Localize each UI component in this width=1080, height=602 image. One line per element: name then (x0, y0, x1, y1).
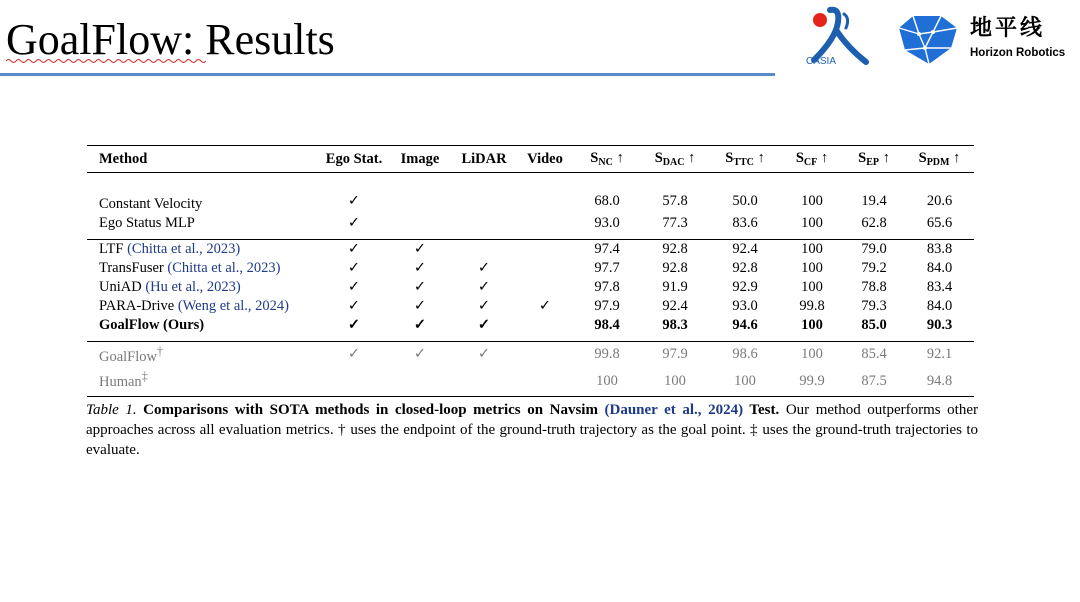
header-scf: $S_{CF}$ ↑ (795, 150, 829, 168)
spdm-value: 84.0 (926, 260, 953, 276)
image-check (389, 214, 451, 233)
image-check: ✓ (389, 342, 451, 367)
header-video: Video (527, 150, 563, 167)
method-name: Ego Status MLP (99, 215, 195, 231)
caption-bold-b: Test. (743, 402, 780, 418)
horizon-logo-chinese: 地平线 (970, 16, 1046, 41)
ego-check: ✓ (347, 317, 361, 333)
scf-value: 100 (801, 279, 823, 295)
sdac-value: 91.9 (662, 279, 688, 295)
spdm-value: 20.6 (926, 193, 953, 209)
ego-check: ✓ (319, 240, 389, 260)
horizon-logo-english: Horizon Robotics (970, 47, 1066, 59)
method-name: GoalFlow (Ours) (99, 317, 205, 333)
table-row (87, 189, 974, 214)
image-check: ✓ (413, 317, 427, 333)
ego-check: ✓ (319, 342, 389, 367)
caption-citation-link[interactable]: (Dauner et al., 2024) (604, 402, 744, 418)
method-name: TransFuser (Chitta et al., 2023) (99, 260, 281, 276)
spellcheck-underline (6, 58, 206, 64)
sdac-value: 92.4 (662, 298, 688, 314)
casia-logo (800, 4, 872, 70)
citation-link[interactable]: (Chitta et al., 2023) (167, 260, 281, 276)
citation-link[interactable]: (Weng et al., 2024) (177, 298, 289, 314)
sep-value: 79.0 (843, 240, 905, 260)
table-row (87, 259, 974, 278)
ego-check: ✓ (347, 298, 361, 314)
video-check (517, 316, 573, 335)
caption-label: Table 1. (86, 402, 137, 418)
table-row-oracle (87, 367, 974, 396)
table-row (87, 214, 974, 233)
video-check (517, 342, 573, 367)
lidar-check (451, 214, 517, 233)
citation-link[interactable]: (Chitta et al., 2023) (127, 241, 241, 257)
table-header-row (87, 146, 974, 173)
lidar-check (451, 189, 517, 214)
sttc-value: 100 (734, 372, 756, 389)
snc-value: 97.7 (594, 260, 620, 276)
header-sep: $S_{EP}$ ↑ (858, 150, 890, 168)
sttc-value: 92.9 (732, 279, 758, 295)
horizon-robotics-logo (895, 14, 959, 66)
header-sdac: $S_{DAC}$ ↑ (654, 150, 696, 168)
image-check: ✓ (413, 298, 427, 314)
spdm-value: 94.8 (926, 372, 953, 389)
sttc-value: 98.6 (709, 342, 781, 367)
double-dagger-mark: ‡ (141, 368, 148, 383)
spdm-value: 83.4 (926, 279, 953, 295)
method-name: LTF (Chitta et al., 2023) (87, 240, 319, 260)
sttc-value: 83.6 (732, 215, 758, 231)
sttc-value: 92.8 (732, 260, 758, 276)
sdac-value: 100 (664, 372, 686, 389)
scf-value: 100 (801, 317, 823, 333)
spdm-value: 65.6 (926, 215, 953, 231)
video-check: ✓ (538, 298, 552, 314)
table-row (87, 240, 974, 260)
spdm-value: 92.1 (905, 342, 974, 367)
sttc-value: 94.6 (732, 317, 758, 333)
ego-check: ✓ (347, 279, 361, 295)
spdm-value: 83.8 (905, 240, 974, 260)
sep-value: 85.4 (843, 342, 905, 367)
sttc-value: 50.0 (732, 193, 758, 209)
lidar-check: ✓ (451, 342, 517, 367)
image-check: ✓ (413, 260, 427, 276)
lidar-check: ✓ (477, 298, 491, 314)
sep-value: 78.8 (861, 279, 887, 295)
snc-value: 100 (596, 372, 618, 389)
header-method: Method (99, 150, 148, 167)
snc-value: 97.9 (594, 298, 620, 314)
video-check (517, 278, 573, 297)
scf-value: 100 (801, 260, 823, 276)
lidar-check: ✓ (477, 279, 491, 295)
scf-value: 99.8 (799, 298, 825, 314)
sep-value: 79.3 (861, 298, 887, 314)
snc-value: 93.0 (594, 215, 620, 231)
lidar-check (451, 367, 517, 396)
image-check (389, 367, 451, 396)
video-check (517, 259, 573, 278)
video-check (517, 240, 573, 260)
table-caption (86, 400, 978, 460)
scf-value: 100 (781, 342, 843, 367)
snc-value: 99.8 (573, 342, 641, 367)
video-check (517, 367, 573, 396)
lidar-check: ✓ (477, 260, 491, 276)
sdac-value: 92.8 (641, 240, 709, 260)
video-check (517, 214, 573, 233)
image-check (389, 189, 451, 214)
spdm-value: 90.3 (926, 317, 953, 333)
citation-link[interactable]: (Hu et al., 2023) (145, 279, 241, 295)
video-check (517, 189, 573, 214)
sdac-value: 98.3 (662, 317, 688, 333)
scf-value: 100 (801, 215, 823, 231)
table-row-oracle (87, 342, 974, 367)
scf-value: 100 (781, 240, 843, 260)
sttc-value: 93.0 (732, 298, 758, 314)
table-row-ours (87, 316, 974, 335)
spdm-value: 84.0 (926, 298, 953, 314)
slide-title: GoalFlow: Results (6, 15, 335, 64)
header-sttc: $S_{TTC}$ ↑ (725, 150, 765, 168)
header-ego-status: Ego Stat. (325, 150, 383, 167)
method-name: Human‡ (99, 368, 148, 390)
title-rule (0, 73, 775, 76)
ego-check: ✓ (347, 260, 361, 276)
sdac-value: 92.8 (662, 260, 688, 276)
table-row (87, 297, 974, 316)
table-row (87, 278, 974, 297)
snc-value: 97.4 (573, 240, 641, 260)
header-lidar: LiDAR (461, 150, 507, 167)
sep-value: 62.8 (861, 215, 887, 231)
sep-value: 87.5 (861, 372, 887, 389)
snc-value: 97.8 (594, 279, 620, 295)
dagger-mark: † (157, 344, 164, 358)
header-image: Image (400, 150, 440, 167)
ego-check: ✓ (347, 193, 361, 209)
caption-body: Our method outperforms other approaches across all evaluation metrics. † uses the endpoint of the ground-truth trajectory as the goal point. ‡ uses the ground-truth trajectories to evaluate. (86, 402, 978, 458)
sttc-value: 92.4 (709, 240, 781, 260)
method-name: Constant Velocity (99, 196, 203, 212)
header-spdm: $S_{PDM}$ ↑ (918, 150, 961, 168)
ego-check: ✓ (347, 215, 361, 231)
sep-value: 79.2 (861, 260, 887, 276)
header-snc: $S_{NC}$ ↑ (590, 150, 624, 168)
results-table-container (87, 145, 974, 397)
sdac-value: 57.8 (662, 193, 688, 209)
results-table (87, 145, 974, 397)
method-name: UniAD (Hu et al., 2023) (99, 279, 241, 295)
sdac-value: 97.9 (641, 342, 709, 367)
lidar-check (451, 240, 517, 260)
ego-check (319, 367, 389, 396)
scf-value: 100 (801, 193, 823, 209)
caption-bold-a: Comparisons with SOTA methods in closed-loop metrics on Navsim (136, 402, 605, 418)
method-name: PARA-Drive (Weng et al., 2024) (99, 298, 289, 314)
sep-value: 85.0 (861, 317, 887, 333)
image-check: ✓ (389, 240, 451, 260)
sdac-value: 77.3 (662, 215, 688, 231)
snc-value: 98.4 (594, 317, 620, 333)
casia-logo-text: CASIA (806, 56, 837, 67)
snc-value: 68.0 (594, 193, 620, 209)
scf-value: 99.9 (799, 372, 825, 389)
image-check: ✓ (413, 279, 427, 295)
sep-value: 19.4 (861, 193, 887, 209)
method-name: GoalFlow† (87, 342, 319, 367)
lidar-check: ✓ (477, 317, 491, 333)
